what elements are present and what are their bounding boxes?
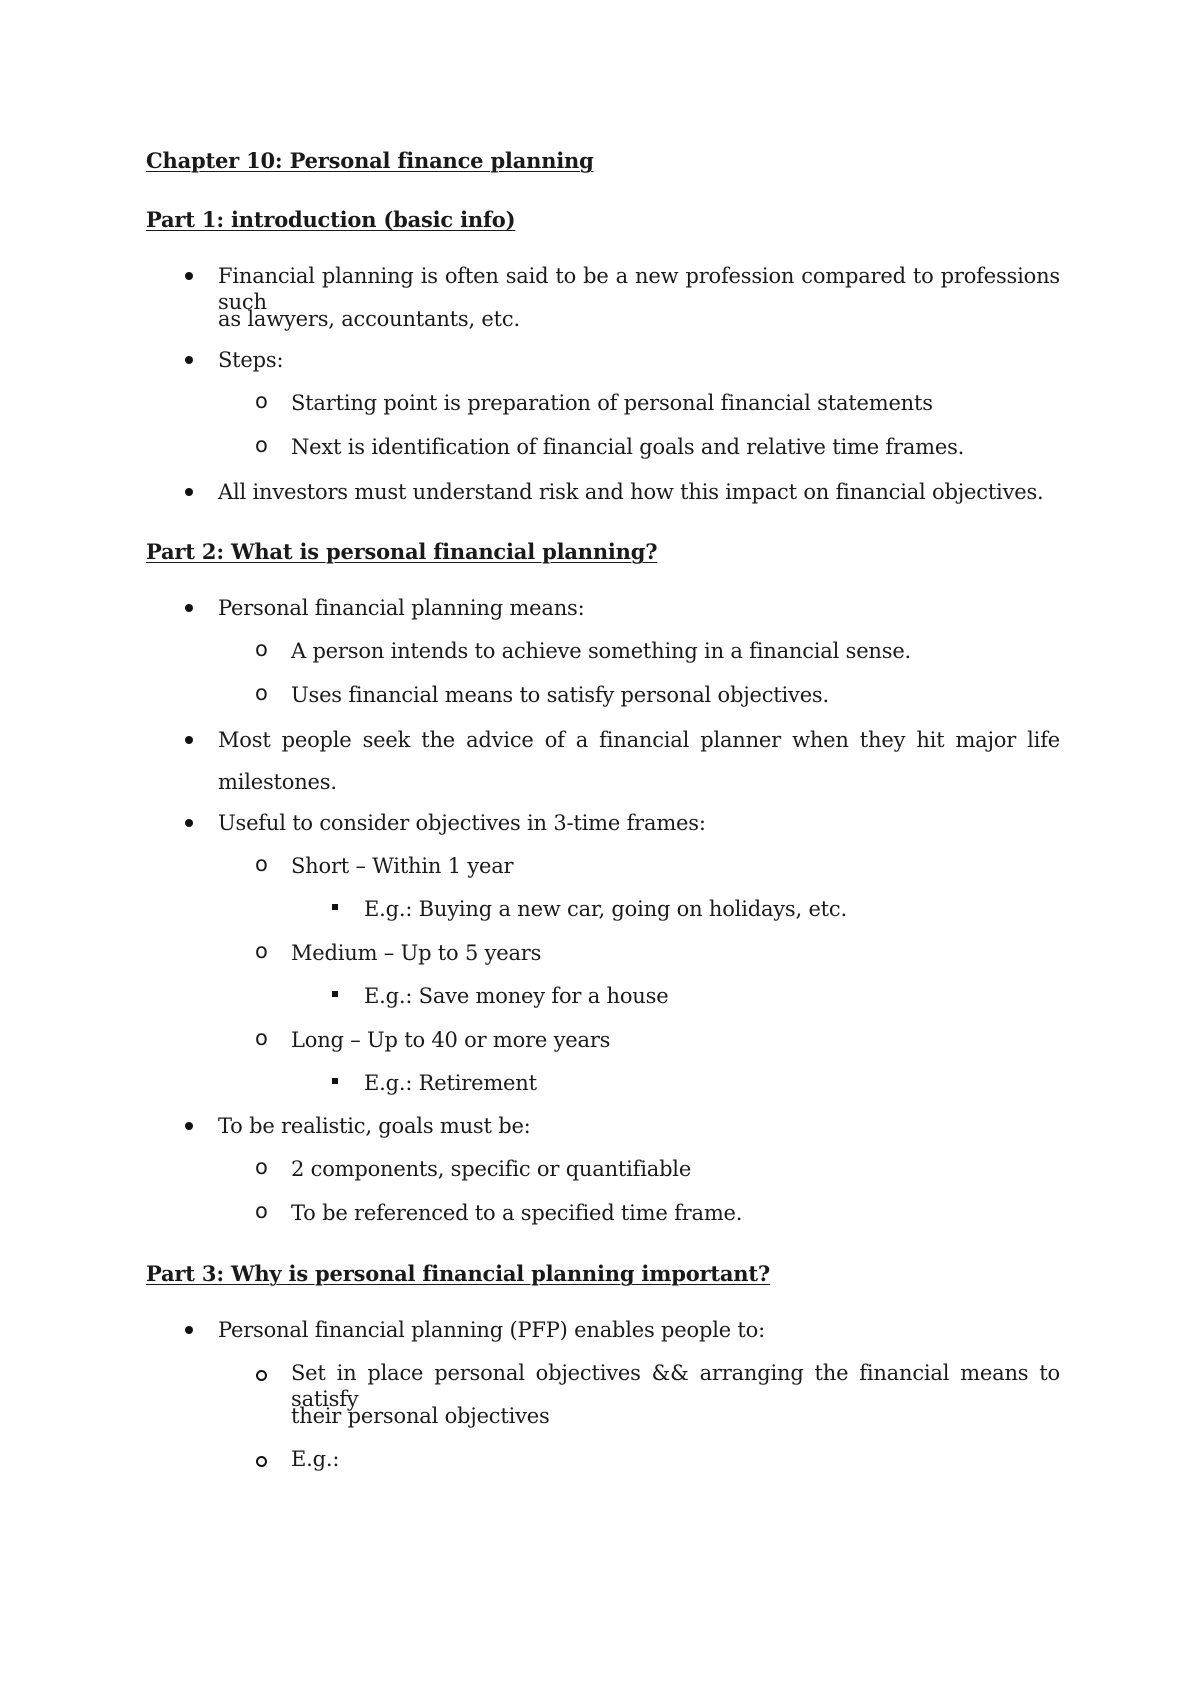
sub-bullet-icon: o [255, 852, 268, 876]
square-bullet-icon [332, 1078, 338, 1084]
part3-bullet1: Personal financial planning (PFP) enables people to: [218, 1318, 765, 1342]
sub-bullet-icon: o [255, 1199, 268, 1223]
bullet-icon [185, 1122, 193, 1130]
part2-bullet1: Personal financial planning means: [218, 596, 585, 620]
sub-bullet-icon: o [255, 433, 268, 457]
part3-sub1-line1: Set in place personal objectives && arranging the financial means to satisfy [291, 1361, 1060, 1411]
bullet-icon [185, 488, 193, 496]
part2-heading: Part 2: What is personal financial planning? [146, 539, 658, 564]
part1-bullet2-sub1: Starting point is preparation of personal financial statements [291, 391, 933, 415]
bullet-icon [185, 604, 193, 612]
sub-bullet-icon: o [255, 681, 268, 705]
part2-short-example: E.g.: Buying a new car, going on holidays, etc. [364, 897, 847, 921]
bullet-icon [185, 1326, 193, 1334]
part2-bullet4-sub1: 2 components, specific or quantifiable [291, 1157, 692, 1181]
part2-long: Long – Up to 40 or more years [291, 1028, 611, 1052]
square-bullet-icon [332, 904, 338, 910]
part1-bullet2-sub2: Next is identification of financial goals and relative time frames. [291, 435, 965, 459]
sub-bullet-icon: o [255, 637, 268, 661]
sub-bullet-icon: o [255, 389, 268, 413]
bold-circle-bullet-icon [256, 1370, 267, 1381]
sub-bullet-icon: o [255, 1026, 268, 1050]
part2-medium-example: E.g.: Save money for a house [364, 984, 669, 1008]
part2-long-example: E.g.: Retirement [364, 1071, 537, 1095]
bullet-icon [185, 819, 193, 827]
part2-bullet1-sub1: A person intends to achieve something in a financial sense. [291, 639, 912, 663]
part2-bullet3: Useful to consider objectives in 3-time frames: [218, 811, 706, 835]
part2-medium: Medium – Up to 5 years [291, 941, 542, 965]
sub-bullet-icon: o [255, 939, 268, 963]
part3-sub2: E.g.: [291, 1447, 340, 1471]
part1-bullet1-line2: as lawyers, accountants, etc. [218, 307, 520, 331]
bullet-icon [185, 272, 193, 280]
part1-heading: Part 1: introduction (basic info) [146, 207, 516, 232]
square-bullet-icon [332, 991, 338, 997]
part2-bullet4: To be realistic, goals must be: [218, 1114, 531, 1138]
part2-bullet2-line2: milestones. [218, 770, 337, 794]
part2-bullet1-sub2: Uses financial means to satisfy personal objectives. [291, 683, 829, 707]
part2-short: Short – Within 1 year [291, 854, 514, 878]
part1-bullet2: Steps: [218, 348, 284, 372]
part2-bullet4-sub2: To be referenced to a specified time frame. [291, 1201, 743, 1225]
part3-heading: Part 3: Why is personal financial planning important? [146, 1261, 770, 1286]
bullet-icon [185, 356, 193, 364]
part3-sub1-line2: their personal objectives [291, 1404, 550, 1428]
part2-bullet2-line1: Most people seek the advice of a financial planner when they hit major life [218, 728, 1060, 752]
bold-circle-bullet-icon [256, 1456, 267, 1467]
part1-bullet1-line1: Financial planning is often said to be a new profession compared to professions such [218, 264, 1060, 314]
bullet-icon [185, 736, 193, 744]
chapter-title: Chapter 10: Personal finance planning [146, 148, 594, 173]
sub-bullet-icon: o [255, 1155, 268, 1179]
part1-bullet3: All investors must understand risk and how this impact on financial objectives. [218, 480, 1044, 504]
